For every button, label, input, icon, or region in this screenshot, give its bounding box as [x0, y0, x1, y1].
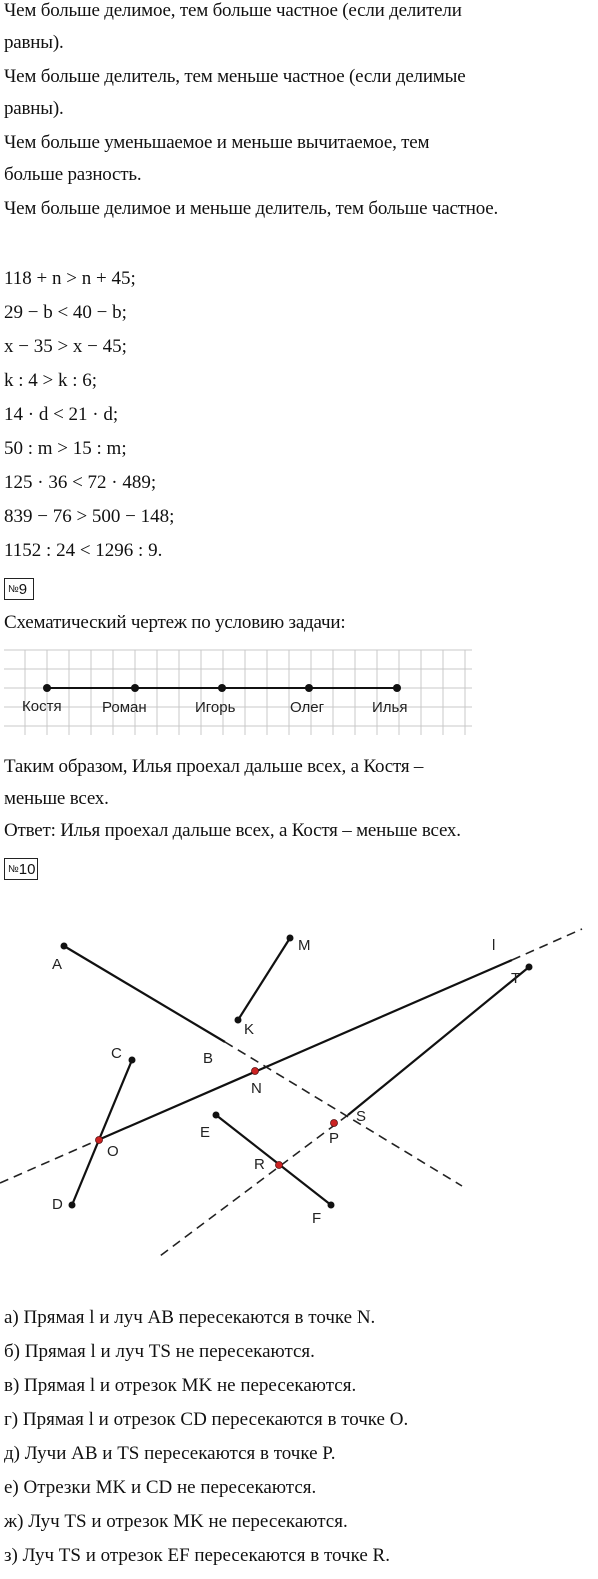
label-ilya: Илья: [372, 699, 408, 716]
point-t: [526, 964, 533, 971]
inequality-7: 125 · 36 < 72 · 489;: [4, 472, 157, 493]
ray-ab-solid: [64, 946, 225, 1042]
point-e: [213, 1112, 220, 1119]
label-roman: Роман: [102, 699, 147, 716]
task10-badge-number: 10: [18, 861, 36, 878]
label-s: S: [356, 1108, 367, 1125]
task9-badge-number: 9: [18, 581, 28, 598]
inequality-1: 118 + n > n + 45;: [4, 268, 136, 289]
task10-answer-a: а) Прямая l и луч AB пересекаются в точке N.: [4, 1307, 376, 1328]
inequality-2: 29 − b < 40 − b;: [4, 302, 127, 323]
point-r: [276, 1162, 283, 1169]
task10-answer-d: д) Лучи AB и TS пересекаются в точке P.: [4, 1443, 336, 1464]
point-m: [287, 935, 294, 942]
line-l-solid: [98, 960, 512, 1140]
inequality-9: 1152 : 24 < 1296 : 9.: [4, 540, 163, 561]
rule-line-7: Чем больше делимое и меньше делитель, тем больше частное.: [4, 198, 499, 219]
label-kostya: Костя: [22, 698, 62, 715]
label-d: D: [52, 1196, 63, 1213]
label-o: O: [107, 1143, 119, 1160]
point-d: [69, 1202, 76, 1209]
task10-answer-v: в) Прямая l и отрезок MK не пересекаются.: [4, 1375, 357, 1396]
point-f: [328, 1202, 335, 1209]
ray-ts-solid: [348, 967, 529, 1115]
task9-intro: Схематический чертеж по условию задачи:: [4, 612, 346, 633]
segment-cd: [72, 1060, 132, 1205]
label-t: T: [511, 970, 521, 987]
task10-badge-symbol: №: [8, 864, 19, 875]
label-f: F: [312, 1210, 322, 1227]
point-o: [96, 1137, 103, 1144]
point-c: [129, 1057, 136, 1064]
label-r: R: [254, 1156, 265, 1173]
label-b: B: [203, 1050, 214, 1067]
rule-line-1: Чем больше делимое, тем больше частное (если делители: [4, 0, 462, 21]
label-k: K: [244, 1021, 255, 1038]
inequality-6: 50 : m > 15 : m;: [4, 438, 127, 459]
task10-answer-g: г) Прямая l и отрезок CD пересекаются в точке O.: [4, 1409, 409, 1430]
line-l-dashed-right: [512, 929, 582, 960]
point-p: [331, 1120, 338, 1127]
task10-answer-zh: ж) Луч TS и отрезок MK не пересекаются.: [4, 1511, 348, 1532]
point-k: [235, 1017, 242, 1024]
point-a: [61, 943, 68, 950]
rule-line-6: больше разность.: [4, 164, 142, 185]
task9-answer: Ответ: Илья проехал дальше всех, а Костя – меньше всех.: [4, 820, 461, 841]
task10-answer-b: б) Прямая l и луч TS не пересекаются.: [4, 1341, 315, 1362]
task9-badge-symbol: №: [8, 584, 19, 595]
inequality-3: x − 35 > x − 45;: [4, 336, 127, 357]
task10-answer-z: з) Луч TS и отрезок EF пересекаются в точке R.: [4, 1545, 390, 1566]
rule-line-3: Чем больше делитель, тем меньше частное (если делимые: [4, 66, 466, 87]
label-a: A: [52, 956, 63, 973]
rule-line-5: Чем больше уменьшаемое и меньше вычитаемое, тем: [4, 132, 430, 153]
label-m: M: [298, 937, 311, 954]
segment-ef: [216, 1115, 331, 1205]
label-oleg: Олег: [290, 699, 325, 716]
label-p: P: [329, 1130, 340, 1147]
task9-conclusion-2: меньше всех.: [4, 788, 109, 809]
rule-line-4: равны).: [4, 98, 64, 119]
label-e: E: [200, 1124, 211, 1141]
segment-mk: [238, 938, 290, 1020]
inequality-4: k : 4 > k : 6;: [4, 370, 98, 391]
label-c: C: [111, 1045, 122, 1062]
task9-conclusion-1: Таким образом, Илья проехал дальше всех, а Костя –: [4, 756, 424, 777]
task10-answer-e: е) Отрезки MK и CD не пересекаются.: [4, 1477, 317, 1498]
inequality-8: 839 − 76 > 500 − 148;: [4, 506, 175, 527]
inequality-5: 14 · d < 21 · d;: [4, 404, 119, 425]
point-n: [252, 1068, 259, 1075]
label-l: l: [492, 937, 496, 954]
rule-line-2: равны).: [4, 32, 64, 53]
label-n: N: [251, 1080, 262, 1097]
label-igor: Игорь: [195, 699, 236, 716]
ray-ts-dashed: [160, 1115, 348, 1256]
